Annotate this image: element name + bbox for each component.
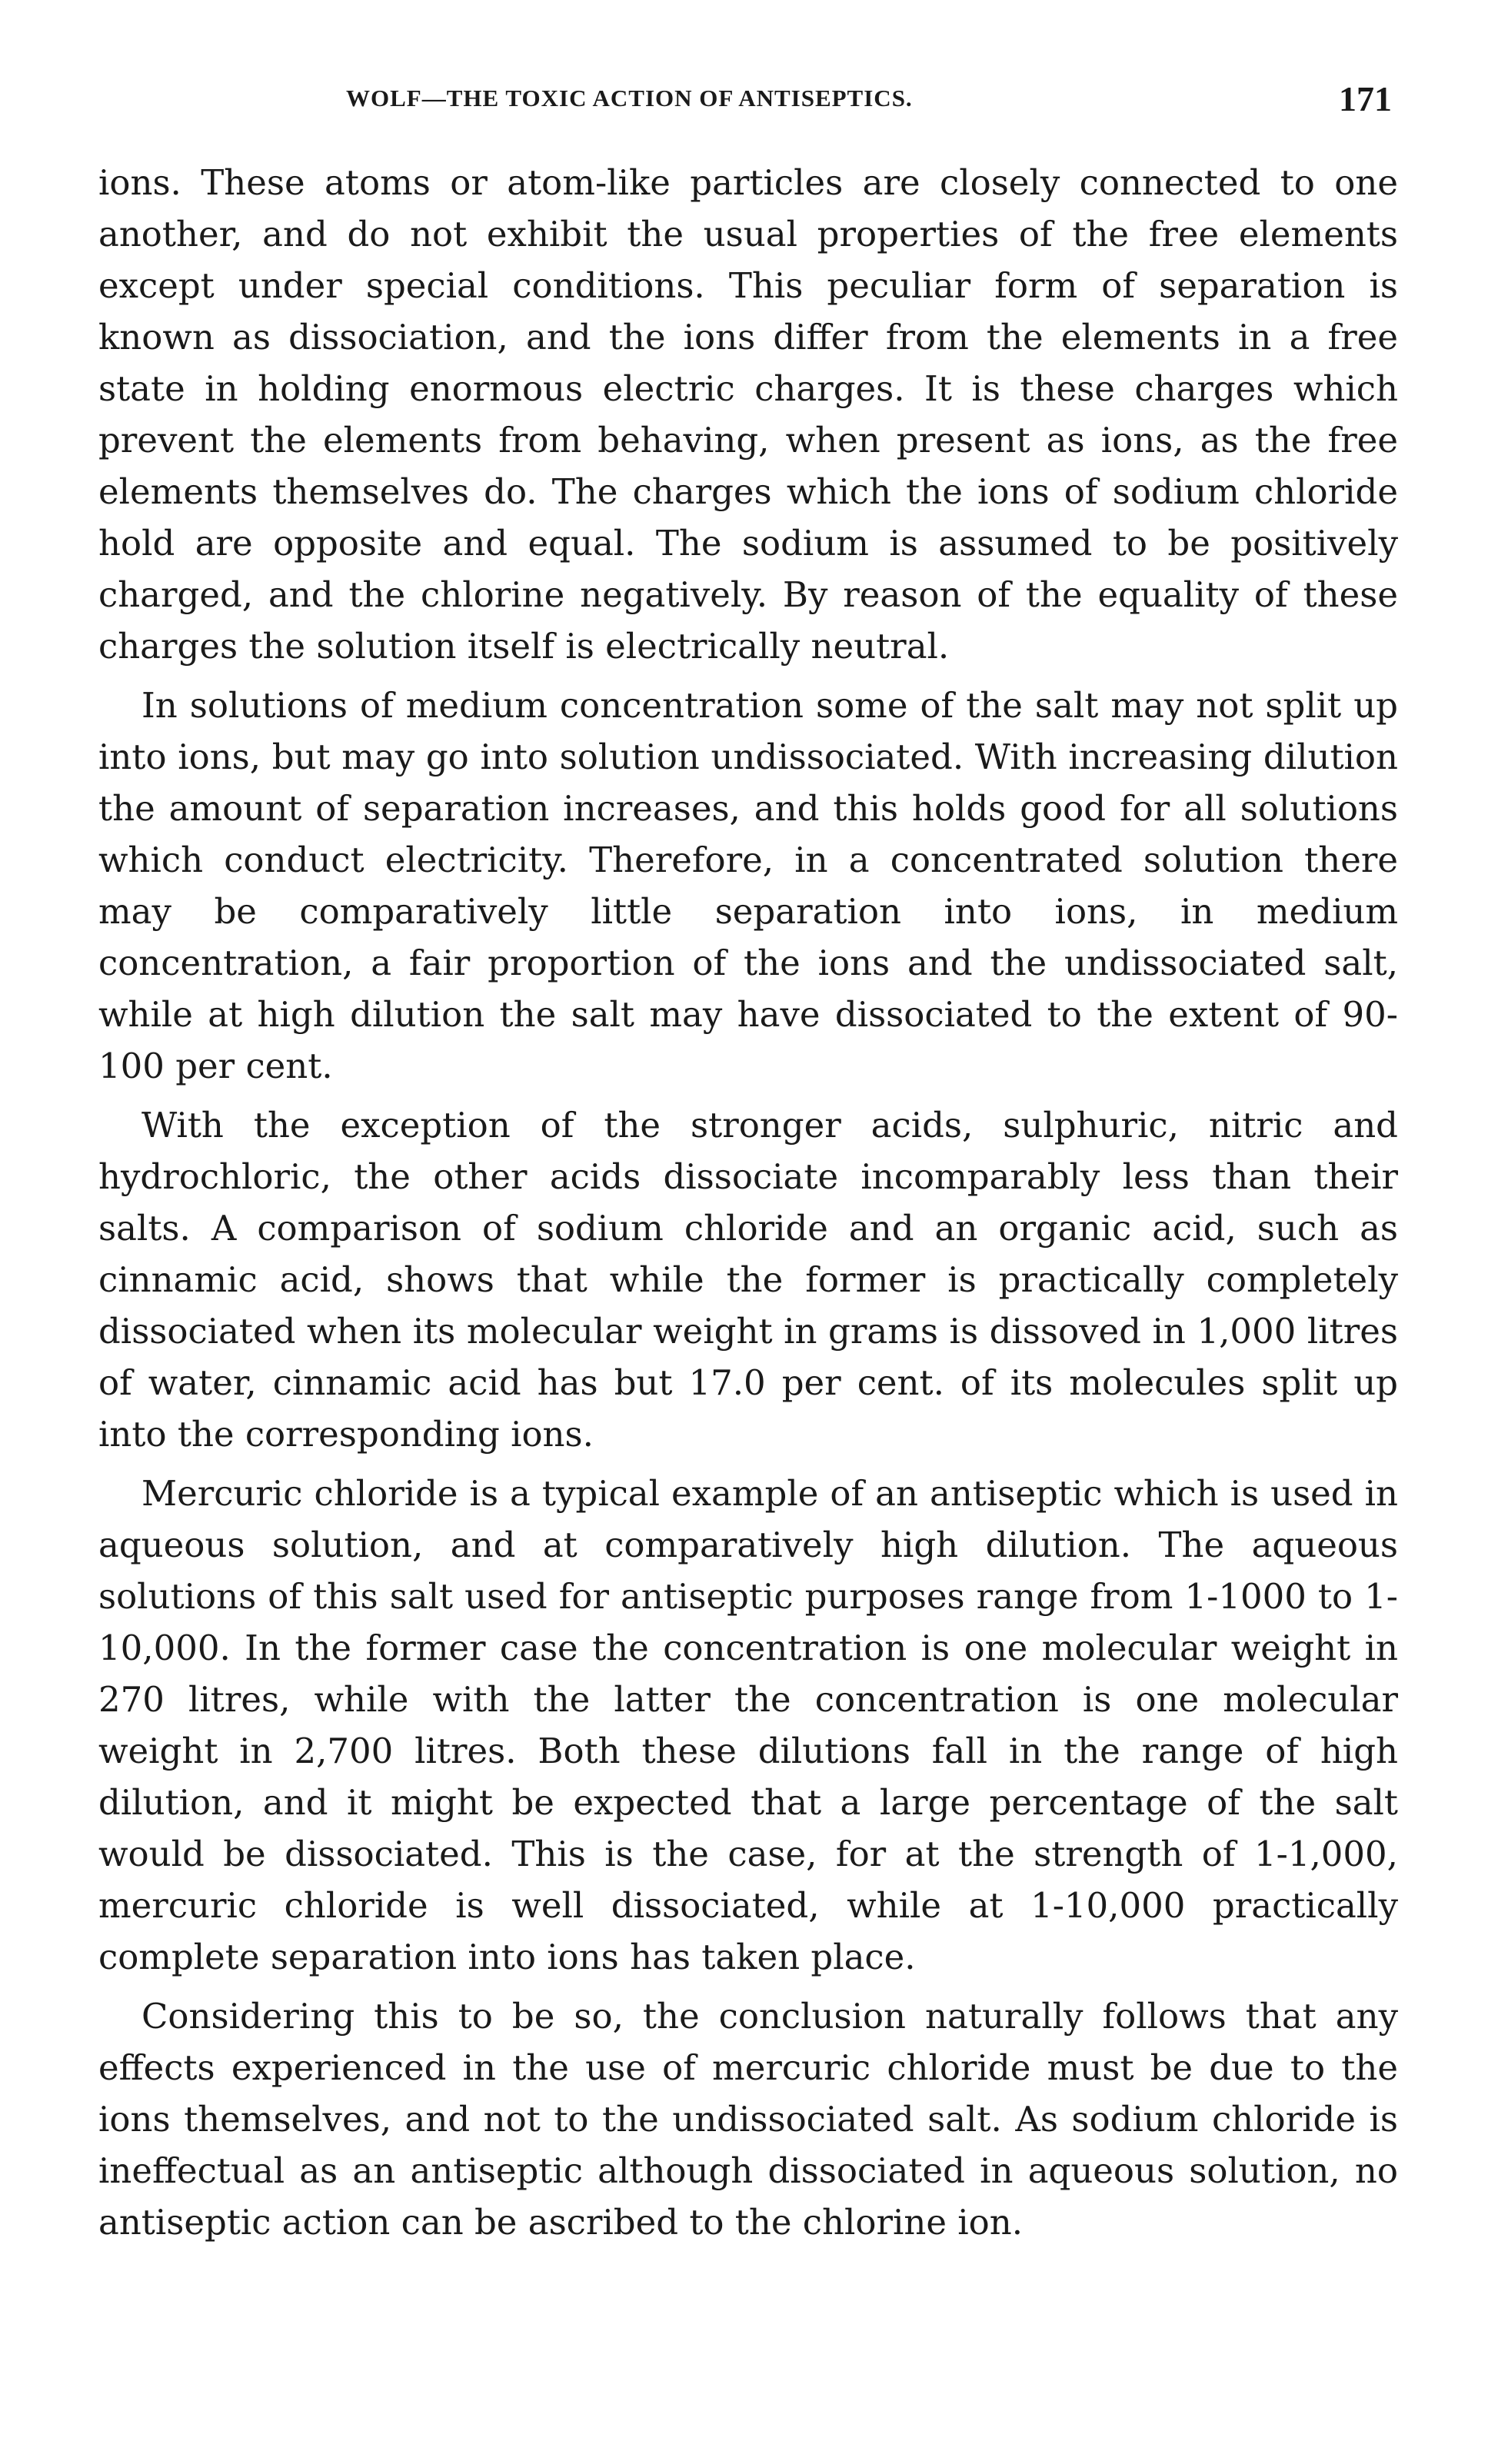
paragraph-conclusion: Considering this to be so, the conclusion naturally follows that any effects experienced in the use of mercuric chloride must be due to the ions themselves, and not to the undissociated salt. As sodium chloride is ineffectual as an antiseptic although dissociated in aqueous solution, no antiseptic action can be ascribed to the chlorine ion. <box>98 1996 1398 2243</box>
paragraph-medium-concentration: In solutions of medium concentration some of the salt may not split up into ions, but may go into solution undissociated. With increasing dilution the amount of separation increases, and this holds good for all solutions which conduct electricity. Therefore, in a concentrated solution there may be comparatively little separation into ions, in medium concentration, a fair proportion of the ions and the undissociated salt, while at high dilution the salt may have dissociated to the extent of 90-100 per cent. <box>98 685 1398 1086</box>
running-header <box>100 77 1400 131</box>
body-text <box>98 157 1398 2248</box>
paragraph-acids-dissociation: With the exception of the stronger acids, sulphuric, nitric and hydrochloric, the other acids dissociate incomparably less than their salts. A comparison of sodium chloride and an organic acid, such as cinnamic acid, shows that while the former is practically completely dissociated when its molecular weight in grams is dissoved in 1,000 litres of water, cinnamic acid has but 17.0 per cent. of its molecules split up into the corresponding ions. <box>98 1105 1398 1455</box>
running-title: WOLF—THE TOXIC ACTION OF ANTISEPTICS. <box>346 85 913 111</box>
page-number: 171 <box>1339 79 1392 118</box>
paragraph-mercuric-chloride: Mercuric chloride is a typical example of an antiseptic which is used in aqueous solution, and at comparatively high dilution. The aqueous solutions of this salt used for antiseptic purposes range from 1-1000 to 1-10,000. In the former case the concentration is one molecular weight in 270 litres, while with the latter the concentration is one molecular weight in 2,700 litres. Both these dilutions fall in the range of high dilution, and it might be expected that a large percentage of the salt would be dissociated. This is the case, for at the strength of 1-1,000, mercuric chloride is well dissociated, while at 1-10,000 practically complete separation into ions has taken place. <box>98 1473 1398 1977</box>
paragraph-ions-dissociation: ions. These atoms or atom-like particles are closely connected to one another, and do not exhibit the usual properties of the free elements except under special conditions. This peculiar form of separation is known as dissociation, and the ions differ from the elements in a free state in holding enormous electric charges. It is these charges which prevent the elements from behaving, when present as ions, as the free elements themselves do. The charges which the ions of sodium chloride hold are opposite and equal. The sodium is assumed to be positively charged, and the chlorine negatively. By reason of the equality of these charges the solution itself is electrically neutral. <box>98 162 1398 667</box>
